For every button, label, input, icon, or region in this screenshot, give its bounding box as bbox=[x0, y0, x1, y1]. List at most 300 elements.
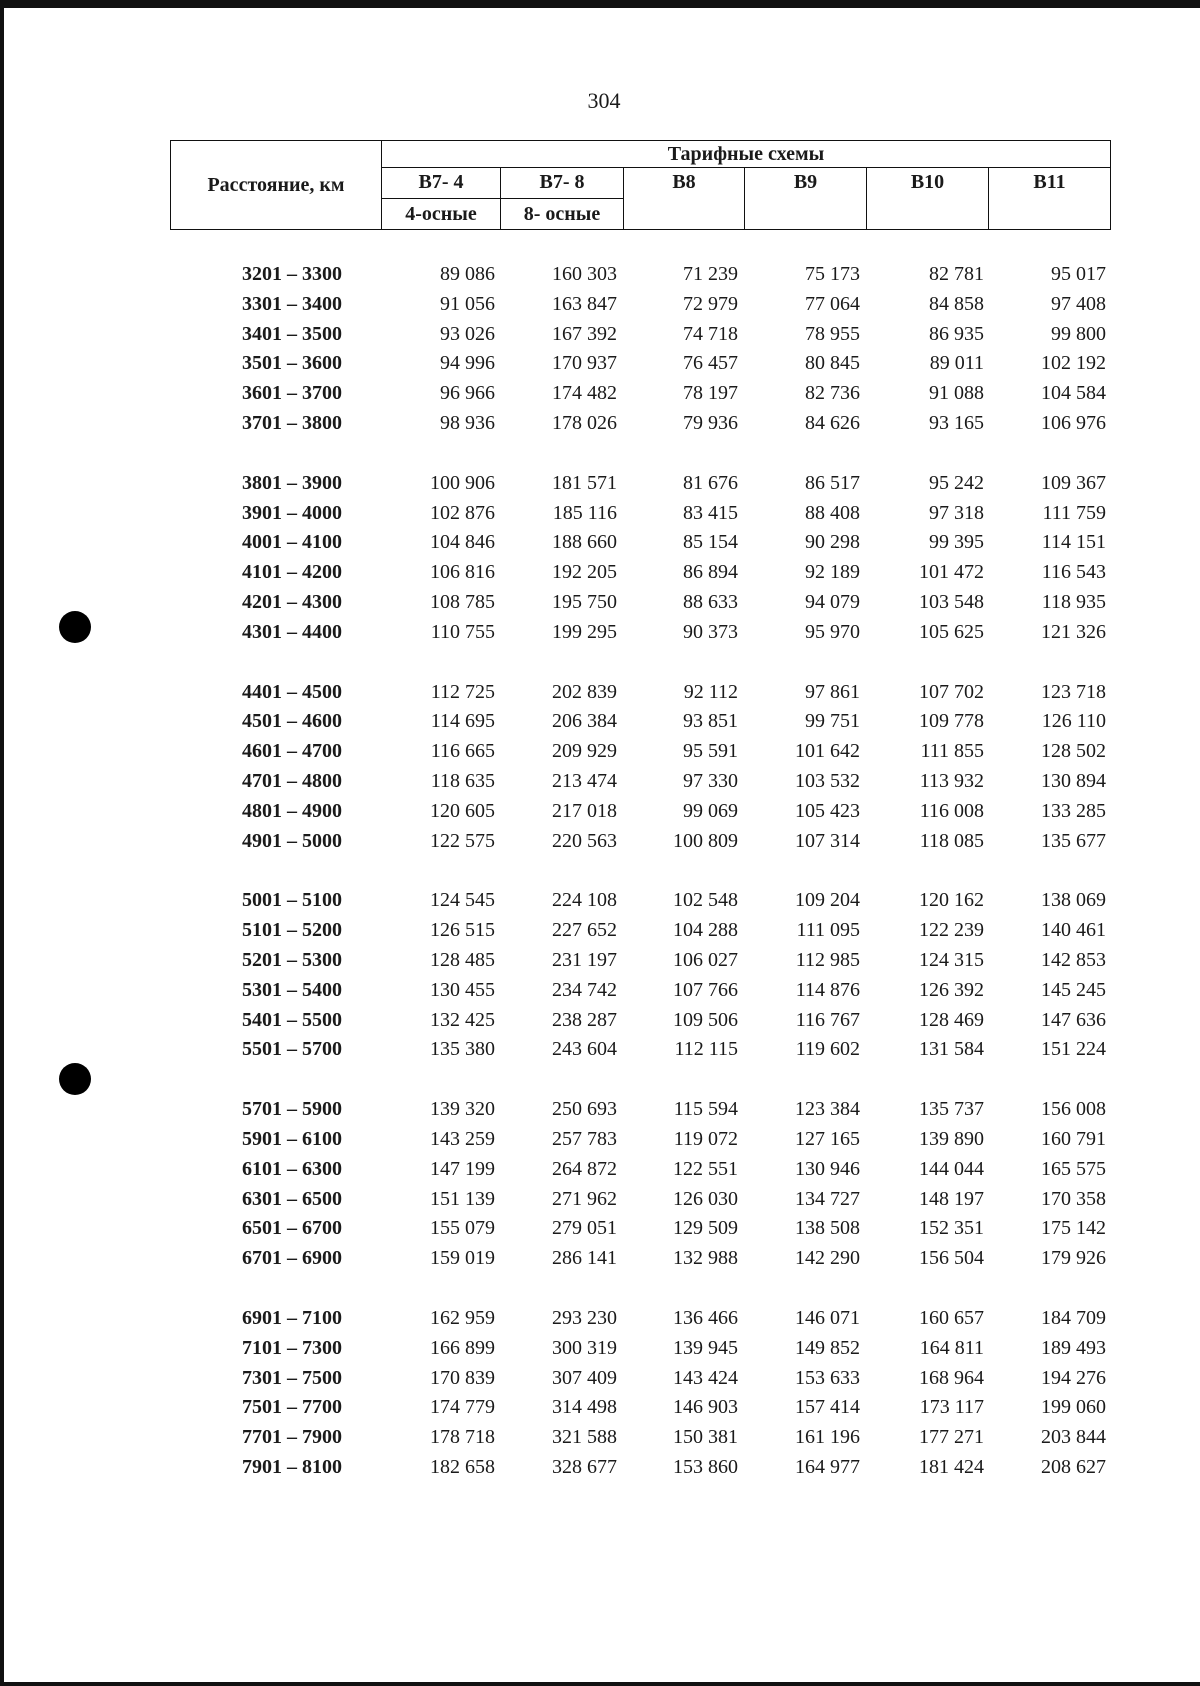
table-row bbox=[170, 946, 1106, 976]
table-row bbox=[170, 588, 1106, 618]
tariff-cell: 120 605 bbox=[430, 799, 495, 822]
tariff-cell: 86 517 bbox=[805, 471, 860, 494]
distance-cell: 3301 – 3400 bbox=[242, 292, 342, 315]
tariff-cell: 151 224 bbox=[1041, 1038, 1106, 1061]
tariff-cell: 110 755 bbox=[430, 620, 495, 643]
tariff-cell: 231 197 bbox=[552, 948, 617, 971]
tariff-cell: 139 945 bbox=[673, 1336, 738, 1359]
distance-cell: 4301 – 4400 bbox=[242, 620, 342, 643]
tariff-cell: 103 532 bbox=[795, 769, 860, 792]
tariff-cell: 91 088 bbox=[929, 382, 984, 405]
tariff-cell: 138 508 bbox=[795, 1217, 860, 1240]
tariff-cell: 86 894 bbox=[683, 561, 738, 584]
table-row bbox=[170, 1244, 1106, 1274]
tariff-cell: 104 288 bbox=[673, 919, 738, 942]
tariff-cell: 182 658 bbox=[430, 1455, 495, 1478]
table-row bbox=[170, 1393, 1106, 1423]
punch-hole bbox=[59, 611, 91, 643]
distance-cell: 7101 – 7300 bbox=[242, 1336, 342, 1359]
tariff-cell: 114 695 bbox=[430, 710, 495, 733]
tariff-cell: 122 575 bbox=[430, 829, 495, 852]
table-row bbox=[170, 1453, 1106, 1483]
tariff-cell: 177 271 bbox=[919, 1426, 984, 1449]
distance-cell: 5901 – 6100 bbox=[242, 1127, 342, 1150]
group-separator bbox=[170, 648, 1106, 678]
tariff-cell: 100 906 bbox=[430, 471, 495, 494]
tariff-cell: 99 395 bbox=[929, 531, 984, 554]
table-row bbox=[170, 290, 1106, 320]
table-row bbox=[170, 618, 1106, 648]
tariff-cell: 122 551 bbox=[673, 1157, 738, 1180]
tariff-cell: 167 392 bbox=[552, 322, 617, 345]
header-sub-8-axle: 8- осные bbox=[501, 199, 624, 230]
tariff-cell: 109 506 bbox=[673, 1008, 738, 1031]
tariff-cell: 89 011 bbox=[929, 352, 984, 375]
tariff-cell: 170 937 bbox=[552, 352, 617, 375]
distance-cell: 5001 – 5100 bbox=[242, 889, 342, 912]
tariff-cell: 92 112 bbox=[683, 680, 738, 703]
tariff-cell: 95 591 bbox=[683, 740, 738, 763]
tariff-cell: 123 718 bbox=[1041, 680, 1106, 703]
tariff-cell: 208 627 bbox=[1041, 1455, 1106, 1478]
table-row bbox=[170, 349, 1106, 379]
table-row bbox=[170, 707, 1106, 737]
tariff-cell: 128 502 bbox=[1041, 740, 1106, 763]
tariff-cell: 124 545 bbox=[430, 889, 495, 912]
tariff-cell: 104 584 bbox=[1041, 382, 1106, 405]
table-row bbox=[170, 469, 1106, 499]
tariff-cell: 220 563 bbox=[552, 829, 617, 852]
tariff-cell: 97 330 bbox=[683, 769, 738, 792]
tariff-cell: 106 816 bbox=[430, 561, 495, 584]
tariff-cell: 199 060 bbox=[1041, 1396, 1106, 1419]
tariff-cell: 104 846 bbox=[430, 531, 495, 554]
tariff-cell: 160 303 bbox=[552, 263, 617, 285]
tariff-cell: 174 779 bbox=[430, 1396, 495, 1419]
tariff-cell: 122 239 bbox=[919, 919, 984, 942]
tariff-cell: 79 936 bbox=[683, 411, 738, 434]
tariff-cell: 157 414 bbox=[795, 1396, 860, 1419]
tariff-cell: 151 139 bbox=[430, 1187, 495, 1210]
table-row bbox=[170, 558, 1106, 588]
tariff-cell: 108 785 bbox=[430, 590, 495, 613]
table-row bbox=[170, 737, 1106, 767]
tariff-cell: 78 955 bbox=[805, 322, 860, 345]
tariff-cell: 147 636 bbox=[1041, 1008, 1106, 1031]
tariff-cell: 185 116 bbox=[552, 501, 617, 524]
tariff-cell: 143 259 bbox=[430, 1127, 495, 1150]
table-row bbox=[170, 1214, 1106, 1244]
tariff-cell: 184 709 bbox=[1041, 1306, 1106, 1329]
tariff-cell: 148 197 bbox=[919, 1187, 984, 1210]
tariff-cell: 163 847 bbox=[552, 292, 617, 315]
tariff-cell: 95 017 bbox=[1051, 263, 1106, 285]
tariff-cell: 181 571 bbox=[552, 471, 617, 494]
tariff-cell: 271 962 bbox=[552, 1187, 617, 1210]
tariff-cell: 102 876 bbox=[430, 501, 495, 524]
tariff-cell: 179 926 bbox=[1041, 1247, 1106, 1270]
tariff-cell: 243 604 bbox=[552, 1038, 617, 1061]
tariff-cell: 209 929 bbox=[552, 740, 617, 763]
tariff-cell: 140 461 bbox=[1041, 919, 1106, 942]
header-col-b11: В11 bbox=[989, 168, 1111, 230]
tariff-cell: 101 642 bbox=[795, 740, 860, 763]
header-col-b8: В8 bbox=[624, 168, 745, 230]
tariff-cell: 99 800 bbox=[1051, 322, 1106, 345]
tariff-cell: 142 853 bbox=[1041, 948, 1106, 971]
tariff-cell: 264 872 bbox=[552, 1157, 617, 1180]
tariff-cell: 126 030 bbox=[673, 1187, 738, 1210]
tariff-cell: 138 069 bbox=[1041, 889, 1106, 912]
distance-cell: 3401 – 3500 bbox=[242, 322, 342, 345]
tariff-cell: 173 117 bbox=[919, 1396, 984, 1419]
tariff-cell: 105 423 bbox=[795, 799, 860, 822]
tariff-cell: 106 976 bbox=[1041, 411, 1106, 434]
tariff-cell: 160 791 bbox=[1041, 1127, 1106, 1150]
tariff-cell: 112 115 bbox=[674, 1038, 738, 1061]
tariff-cell: 126 110 bbox=[1041, 710, 1106, 733]
tariff-cell: 279 051 bbox=[552, 1217, 617, 1240]
tariff-cell: 227 652 bbox=[552, 919, 617, 942]
tariff-cell: 145 245 bbox=[1041, 978, 1106, 1001]
table-row bbox=[170, 1155, 1106, 1185]
distance-cell: 5501 – 5700 bbox=[242, 1038, 342, 1061]
tariff-cell: 153 633 bbox=[795, 1366, 860, 1389]
tariff-cell: 98 936 bbox=[440, 411, 495, 434]
tariff-cell: 134 727 bbox=[795, 1187, 860, 1210]
table-row bbox=[170, 1035, 1106, 1065]
tariff-cell: 88 633 bbox=[683, 590, 738, 613]
distance-cell: 3201 – 3300 bbox=[242, 263, 342, 285]
tariff-cell: 164 811 bbox=[919, 1336, 984, 1359]
tariff-cell: 250 693 bbox=[552, 1098, 617, 1121]
tariff-cell: 156 008 bbox=[1041, 1098, 1106, 1121]
tariff-cell: 107 766 bbox=[673, 978, 738, 1001]
tariff-cell: 80 845 bbox=[805, 352, 860, 375]
distance-cell: 4801 – 4900 bbox=[242, 799, 342, 822]
distance-cell: 3801 – 3900 bbox=[242, 471, 342, 494]
tariff-cell: 95 970 bbox=[805, 620, 860, 643]
distance-cell: 5701 – 5900 bbox=[242, 1098, 342, 1121]
tariff-cell: 114 876 bbox=[795, 978, 860, 1001]
tariff-table-body bbox=[170, 260, 1106, 1483]
tariff-cell: 107 702 bbox=[919, 680, 984, 703]
tariff-cell: 82 736 bbox=[805, 382, 860, 405]
table-row bbox=[170, 886, 1106, 916]
tariff-cell: 93 851 bbox=[683, 710, 738, 733]
table-row bbox=[170, 1006, 1106, 1036]
tariff-cell: 123 384 bbox=[795, 1098, 860, 1121]
tariff-cell: 152 351 bbox=[919, 1217, 984, 1240]
header-col-b9: В9 bbox=[745, 168, 867, 230]
tariff-cell: 135 380 bbox=[430, 1038, 495, 1061]
tariff-cell: 128 485 bbox=[430, 948, 495, 971]
tariff-cell: 88 408 bbox=[805, 501, 860, 524]
tariff-cell: 105 625 bbox=[919, 620, 984, 643]
tariff-cell: 83 415 bbox=[683, 501, 738, 524]
distance-cell: 5401 – 5500 bbox=[242, 1008, 342, 1031]
tariff-cell: 194 276 bbox=[1041, 1366, 1106, 1389]
distance-cell: 4401 – 4500 bbox=[242, 680, 342, 703]
tariff-cell: 149 852 bbox=[795, 1336, 860, 1359]
tariff-cell: 133 285 bbox=[1041, 799, 1106, 822]
tariff-cell: 126 392 bbox=[919, 978, 984, 1001]
distance-cell: 7701 – 7900 bbox=[242, 1426, 342, 1449]
tariff-cell: 170 358 bbox=[1041, 1187, 1106, 1210]
tariff-cell: 162 959 bbox=[430, 1306, 495, 1329]
tariff-cell: 147 199 bbox=[430, 1157, 495, 1180]
table-row bbox=[170, 528, 1106, 558]
tariff-cell: 181 424 bbox=[919, 1455, 984, 1478]
tariff-cell: 160 657 bbox=[919, 1306, 984, 1329]
tariff-cell: 99 069 bbox=[683, 799, 738, 822]
page-number: 304 bbox=[587, 88, 621, 113]
tariff-cell: 94 996 bbox=[440, 352, 495, 375]
tariff-cell: 206 384 bbox=[552, 710, 617, 733]
tariff-cell: 314 498 bbox=[552, 1396, 617, 1419]
table-row bbox=[170, 916, 1106, 946]
tariff-cell: 203 844 bbox=[1041, 1426, 1106, 1449]
distance-cell: 3601 – 3700 bbox=[242, 382, 342, 405]
tariff-cell: 89 086 bbox=[440, 263, 495, 285]
tariff-cell: 76 457 bbox=[683, 352, 738, 375]
tariff-cell: 109 367 bbox=[1041, 471, 1106, 494]
tariff-cell: 130 894 bbox=[1041, 769, 1106, 792]
tariff-cell: 144 044 bbox=[919, 1157, 984, 1180]
tariff-cell: 164 977 bbox=[795, 1455, 860, 1478]
table-row bbox=[170, 976, 1106, 1006]
tariff-cell: 102 548 bbox=[673, 889, 738, 912]
tariff-cell: 119 072 bbox=[673, 1127, 738, 1150]
tariff-cell: 116 767 bbox=[795, 1008, 860, 1031]
table-row bbox=[170, 1334, 1106, 1364]
tariff-cell: 84 626 bbox=[805, 411, 860, 434]
tariff-cell: 143 424 bbox=[673, 1366, 738, 1389]
table-row bbox=[170, 1185, 1106, 1215]
distance-cell: 6501 – 6700 bbox=[242, 1217, 342, 1240]
tariff-cell: 129 509 bbox=[673, 1217, 738, 1240]
tariff-cell: 96 966 bbox=[440, 382, 495, 405]
distance-cell: 5101 – 5200 bbox=[242, 919, 342, 942]
table-row bbox=[170, 1304, 1106, 1334]
tariff-cell: 78 197 bbox=[683, 382, 738, 405]
tariff-cell: 174 482 bbox=[552, 382, 617, 405]
tariff-cell: 234 742 bbox=[552, 978, 617, 1001]
tariff-cell: 111 095 bbox=[796, 919, 860, 942]
tariff-cell: 300 319 bbox=[552, 1336, 617, 1359]
tariff-cell: 118 635 bbox=[430, 769, 495, 792]
tariff-cell: 100 809 bbox=[673, 829, 738, 852]
tariff-cell: 99 751 bbox=[805, 710, 860, 733]
tariff-cell: 139 890 bbox=[919, 1127, 984, 1150]
tariff-cell: 199 295 bbox=[552, 620, 617, 643]
tariff-cell: 170 839 bbox=[430, 1366, 495, 1389]
distance-cell: 6301 – 6500 bbox=[242, 1187, 342, 1210]
tariff-cell: 90 298 bbox=[805, 531, 860, 554]
tariff-cell: 136 466 bbox=[673, 1306, 738, 1329]
tariff-cell: 142 290 bbox=[795, 1247, 860, 1270]
tariff-cell: 135 677 bbox=[1041, 829, 1106, 852]
distance-cell: 5201 – 5300 bbox=[242, 948, 342, 971]
tariff-cell: 189 493 bbox=[1041, 1336, 1106, 1359]
tariff-cell: 156 504 bbox=[919, 1247, 984, 1270]
header-col-b7-4: В7- 4 bbox=[382, 168, 501, 199]
tariff-cell: 213 474 bbox=[552, 769, 617, 792]
tariff-cell: 155 079 bbox=[430, 1217, 495, 1240]
table-row bbox=[170, 767, 1106, 797]
tariff-cell: 116 543 bbox=[1041, 561, 1106, 584]
tariff-cell: 202 839 bbox=[552, 680, 617, 703]
tariff-cell: 113 932 bbox=[919, 769, 984, 792]
tariff-cell: 146 903 bbox=[673, 1396, 738, 1419]
tariff-cell: 111 759 bbox=[1042, 501, 1106, 524]
tariff-cell: 72 979 bbox=[683, 292, 738, 315]
tariff-cell: 126 515 bbox=[430, 919, 495, 942]
header-col-b10: В10 bbox=[867, 168, 989, 230]
tariff-cell: 107 314 bbox=[795, 829, 860, 852]
tariff-cell: 127 165 bbox=[795, 1127, 860, 1150]
distance-cell: 3901 – 4000 bbox=[242, 501, 342, 524]
tariff-cell: 135 737 bbox=[919, 1098, 984, 1121]
tariff-cell: 90 373 bbox=[683, 620, 738, 643]
header-col-b7-8: В7- 8 bbox=[501, 168, 624, 199]
tariff-cell: 85 154 bbox=[683, 531, 738, 554]
tariff-cell: 293 230 bbox=[552, 1306, 617, 1329]
distance-cell: 4101 – 4200 bbox=[242, 561, 342, 584]
tariff-cell: 116 008 bbox=[919, 799, 984, 822]
tariff-cell: 115 594 bbox=[673, 1098, 738, 1121]
distance-cell: 4601 – 4700 bbox=[242, 740, 342, 763]
table-header bbox=[170, 140, 1111, 230]
header-sub-4-axle: 4-осные bbox=[382, 199, 501, 230]
tariff-cell: 71 239 bbox=[683, 263, 738, 285]
tariff-cell: 102 192 bbox=[1041, 352, 1106, 375]
distance-cell: 6701 – 6900 bbox=[242, 1247, 342, 1270]
tariff-cell: 95 242 bbox=[929, 471, 984, 494]
tariff-cell: 97 861 bbox=[805, 680, 860, 703]
tariff-cell: 82 781 bbox=[929, 263, 984, 285]
tariff-cell: 74 718 bbox=[683, 322, 738, 345]
group-separator bbox=[170, 1274, 1106, 1304]
table-row bbox=[170, 1125, 1106, 1155]
table-row bbox=[170, 678, 1106, 708]
distance-cell: 4701 – 4800 bbox=[242, 769, 342, 792]
tariff-cell: 111 855 bbox=[920, 740, 984, 763]
group-separator bbox=[170, 1065, 1106, 1095]
tariff-cell: 131 584 bbox=[919, 1038, 984, 1061]
tariff-cell: 77 064 bbox=[805, 292, 860, 315]
group-separator bbox=[170, 856, 1106, 886]
table-row bbox=[170, 379, 1106, 409]
tariff-cell: 97 408 bbox=[1051, 292, 1106, 315]
group-separator bbox=[170, 439, 1106, 469]
tariff-cell: 118 935 bbox=[1041, 590, 1106, 613]
tariff-cell: 307 409 bbox=[552, 1366, 617, 1389]
tariff-cell: 175 142 bbox=[1041, 1217, 1106, 1240]
tariff-cell: 328 677 bbox=[552, 1455, 617, 1478]
header-distance: Расстояние, км bbox=[171, 141, 382, 230]
tariff-cell: 178 026 bbox=[552, 411, 617, 434]
tariff-cell: 109 204 bbox=[795, 889, 860, 912]
tariff-cell: 92 189 bbox=[805, 561, 860, 584]
tariff-cell: 81 676 bbox=[683, 471, 738, 494]
distance-cell: 6101 – 6300 bbox=[242, 1157, 342, 1180]
table-row bbox=[170, 260, 1106, 290]
tariff-cell: 86 935 bbox=[929, 322, 984, 345]
table-row bbox=[170, 409, 1106, 439]
distance-cell: 4001 – 4100 bbox=[242, 531, 342, 554]
tariff-cell: 146 071 bbox=[795, 1306, 860, 1329]
tariff-cell: 257 783 bbox=[552, 1127, 617, 1150]
tariff-cell: 159 019 bbox=[430, 1247, 495, 1270]
tariff-cell: 132 988 bbox=[673, 1247, 738, 1270]
table-row bbox=[170, 827, 1106, 857]
header-tariff-schemes: Тарифные схемы bbox=[382, 141, 1111, 168]
tariff-cell: 109 778 bbox=[919, 710, 984, 733]
table-row bbox=[170, 320, 1106, 350]
distance-cell: 6901 – 7100 bbox=[242, 1306, 342, 1329]
distance-cell: 7501 – 7700 bbox=[242, 1396, 342, 1419]
tariff-cell: 97 318 bbox=[929, 501, 984, 524]
tariff-cell: 91 056 bbox=[440, 292, 495, 315]
distance-cell: 4201 – 4300 bbox=[242, 590, 342, 613]
tariff-cell: 112 725 bbox=[430, 680, 495, 703]
tariff-cell: 130 455 bbox=[430, 978, 495, 1001]
tariff-cell: 224 108 bbox=[552, 889, 617, 912]
tariff-cell: 93 165 bbox=[929, 411, 984, 434]
table-row bbox=[170, 1095, 1106, 1125]
tariff-cell: 178 718 bbox=[430, 1426, 495, 1449]
tariff-cell: 132 425 bbox=[430, 1008, 495, 1031]
distance-cell: 7301 – 7500 bbox=[242, 1366, 342, 1389]
table-row bbox=[170, 1423, 1106, 1453]
tariff-cell: 166 899 bbox=[430, 1336, 495, 1359]
tariff-cell: 93 026 bbox=[440, 322, 495, 345]
tariff-cell: 119 602 bbox=[795, 1038, 860, 1061]
table-row bbox=[170, 499, 1106, 529]
tariff-cell: 112 985 bbox=[795, 948, 860, 971]
distance-cell: 5301 – 5400 bbox=[242, 978, 342, 1001]
tariff-cell: 130 946 bbox=[795, 1157, 860, 1180]
tariff-cell: 188 660 bbox=[552, 531, 617, 554]
tariff-cell: 94 079 bbox=[805, 590, 860, 613]
distance-cell: 4901 – 5000 bbox=[242, 829, 342, 852]
tariff-cell: 150 381 bbox=[673, 1426, 738, 1449]
tariff-cell: 153 860 bbox=[673, 1455, 738, 1478]
tariff-cell: 101 472 bbox=[919, 561, 984, 584]
tariff-cell: 75 173 bbox=[805, 263, 860, 285]
punch-hole bbox=[59, 1063, 91, 1095]
distance-cell: 4501 – 4600 bbox=[242, 710, 342, 733]
tariff-cell: 238 287 bbox=[552, 1008, 617, 1031]
tariff-cell: 124 315 bbox=[919, 948, 984, 971]
tariff-cell: 321 588 bbox=[552, 1426, 617, 1449]
tariff-cell: 128 469 bbox=[919, 1008, 984, 1031]
tariff-cell: 118 085 bbox=[919, 829, 984, 852]
tariff-cell: 103 548 bbox=[919, 590, 984, 613]
tariff-cell: 217 018 bbox=[552, 799, 617, 822]
tariff-cell: 139 320 bbox=[430, 1098, 495, 1121]
tariff-cell: 114 151 bbox=[1041, 531, 1106, 554]
tariff-cell: 195 750 bbox=[552, 590, 617, 613]
distance-cell: 3701 – 3800 bbox=[242, 411, 342, 434]
tariff-cell: 120 162 bbox=[919, 889, 984, 912]
tariff-cell: 161 196 bbox=[795, 1426, 860, 1449]
tariff-cell: 165 575 bbox=[1041, 1157, 1106, 1180]
distance-cell: 3501 – 3600 bbox=[242, 352, 342, 375]
tariff-cell: 168 964 bbox=[919, 1366, 984, 1389]
distance-cell: 7901 – 8100 bbox=[242, 1455, 342, 1478]
